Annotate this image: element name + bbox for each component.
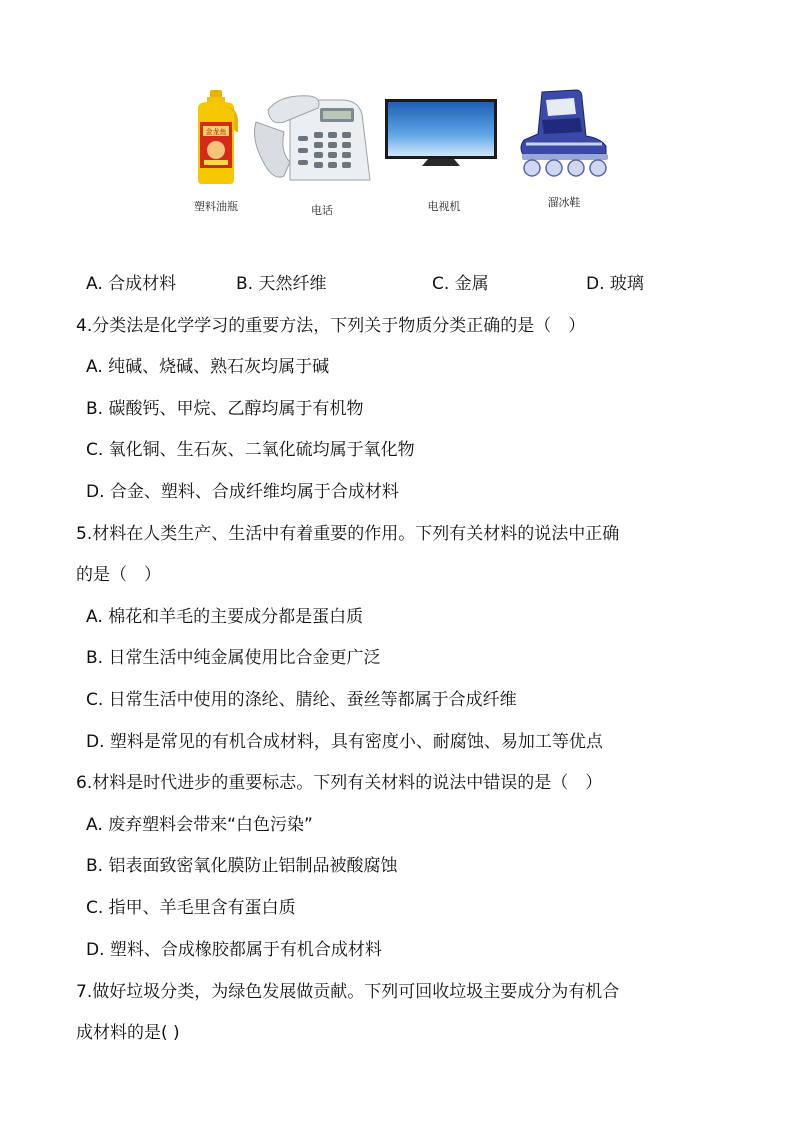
q4-option-a: A. 纯碱、烧碱、熟石灰均属于碱: [86, 357, 330, 377]
figure-label-tv: 电视机: [427, 200, 461, 213]
q4-option-b: B. 碳酸钙、甲烷、乙醇均属于有机物: [86, 399, 364, 419]
q3-option-d: D. 玻璃: [586, 274, 644, 294]
television-image: [384, 98, 498, 213]
q4-option-d: D. 合金、塑料、合成纤维均属于合成材料: [86, 482, 399, 502]
q4-option-c: C. 氧化铜、生石灰、二氧化硫均属于氧化物: [86, 440, 415, 460]
q5-option-a: A. 棉花和羊毛的主要成分都是蛋白质: [86, 607, 364, 627]
figure-label-skate: 溜冰鞋: [547, 196, 581, 209]
q5-option-c: C. 日常生活中使用的涤纶、腈纶、蚕丝等都属于合成纤维: [86, 690, 517, 710]
q6-option-a: A. 废弃塑料会带来“白色污染”: [86, 815, 313, 835]
bottle-brand-text: 金龙鱼: [205, 128, 227, 136]
figure-row: [180, 88, 620, 218]
figure-label-phone: 电话: [311, 204, 333, 217]
inline-skate-image: [502, 88, 612, 209]
q3-option-a: A. 合成材料: [86, 274, 177, 294]
q3-option-b: B. 天然纤维: [236, 274, 327, 294]
q6-option-c: C. 指甲、羊毛里含有蛋白质: [86, 898, 296, 918]
q6-option-d: D. 塑料、合成橡胶都属于有机合成材料: [86, 940, 382, 960]
q3-option-c: C. 金属: [432, 274, 489, 294]
q5-option-d: D. 塑料是常见的有机合成材料，具有密度小、耐腐蚀、易加工等优点: [86, 732, 603, 752]
plastic-oil-bottle-image: [188, 88, 244, 213]
q7-stem-line2: 成材料的是( ): [76, 1023, 180, 1043]
figure-label-bottle: 塑料油瓶: [194, 200, 238, 213]
q5-option-b: B. 日常生活中纯金属使用比合金更广泛: [86, 648, 381, 668]
q5-stem-line2: 的是（ ）: [76, 565, 161, 585]
telephone-image: [250, 92, 376, 217]
q6-stem: 6.材料是时代进步的重要标志。下列有关材料的说法中错误的是（ ）: [76, 773, 603, 793]
q6-option-b: B. 铝表面致密氧化膜防止铝制品被酸腐蚀: [86, 856, 398, 876]
q4-stem: 4.分类法是化学学习的重要方法，下列关于物质分类正确的是（ ）: [76, 316, 586, 336]
q5-stem-line1: 5.材料在人类生产、生活中有着重要的作用。下列有关材料的说法中正确: [76, 524, 620, 544]
q7-stem-line1: 7.做好垃圾分类，为绿色发展做贡献。下列可回收垃圾主要成分为有机合: [76, 982, 620, 1002]
